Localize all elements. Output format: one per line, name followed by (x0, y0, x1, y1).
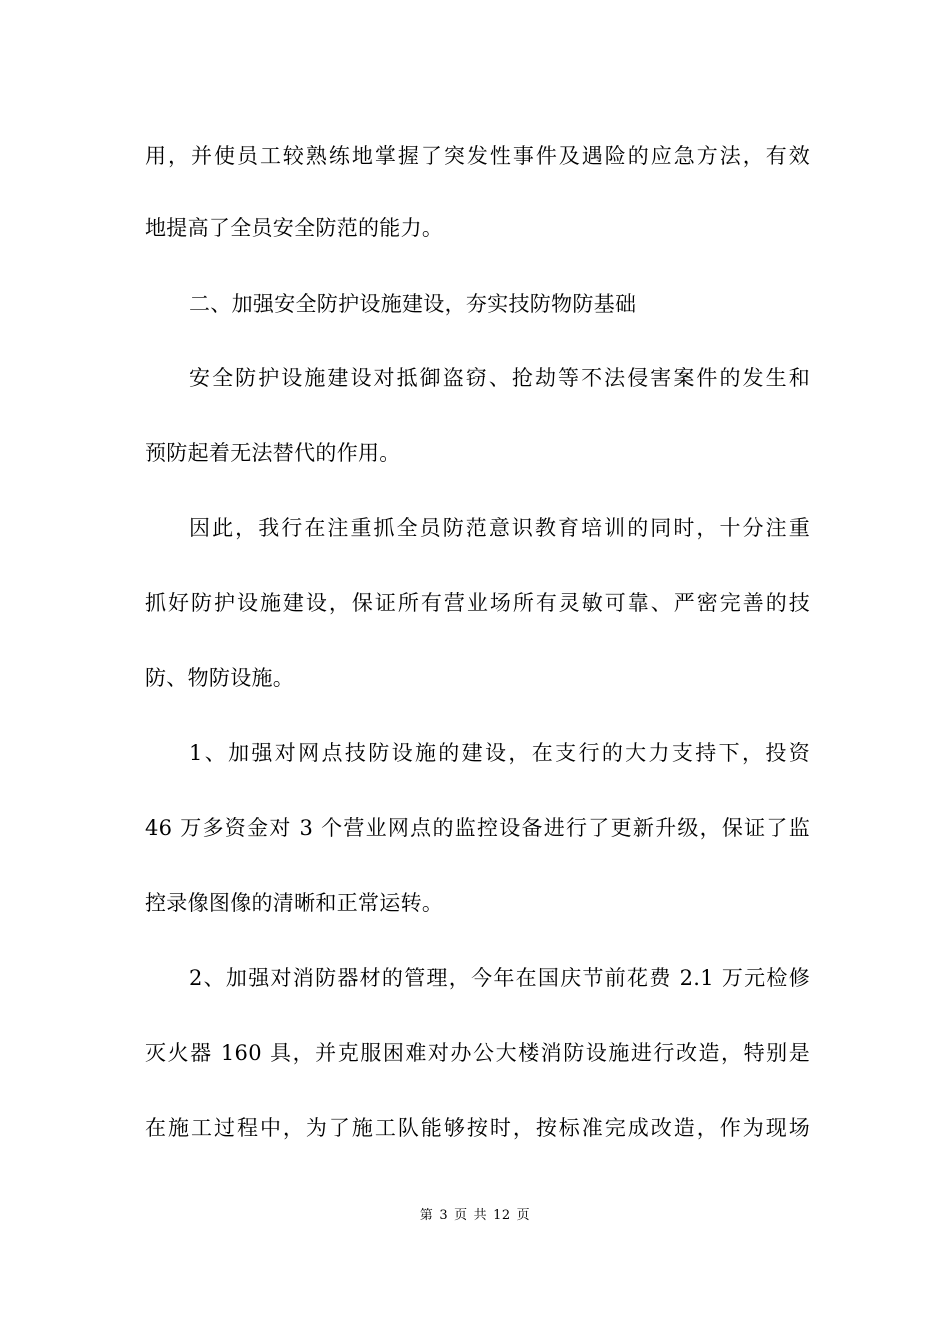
footer-total-word: 共 (473, 1208, 488, 1223)
paragraph-line: 46 万多资金对 3 个营业网点的监控设备进行了更新升级，保证了监 (145, 816, 810, 840)
paragraph-line: 抓好防护设施建设，保证所有营业场所有灵敏可靠、严密完善的技 (145, 591, 810, 615)
footer-prefix: 第 (419, 1208, 434, 1223)
paragraph-line: 预防起着无法替代的作用。 (145, 441, 401, 465)
paragraph-line: 控录像图像的清晰和正常运转。 (145, 891, 444, 915)
paragraph-line: 因此，我行在注重抓全员防范意识教育培训的同时，十分注重 (189, 516, 810, 540)
paragraph-line: 在施工过程中，为了施工队能够按时，按标准完成改造，作为现场 (145, 1116, 810, 1140)
paragraph-line: 1、加强对网点技防设施的建设，在支行的大力支持下，投资 (189, 741, 810, 765)
footer-suffix: 页 (516, 1208, 531, 1223)
paragraph-line: 用，并使员工较熟练地掌握了突发性事件及遇险的应急方法，有效 (145, 144, 810, 168)
paragraph-line: 地提高了全员安全防范的能力。 (145, 216, 444, 240)
paragraph-line: 2、加强对消防器材的管理，今年在国庆节前花费 2.1 万元检修 (189, 966, 810, 990)
footer-total-pages: 12 (493, 1208, 511, 1223)
footer-current-page: 3 (439, 1208, 449, 1223)
footer-page-word: 页 (454, 1208, 468, 1223)
paragraph-line: 灭火器 160 具，并克服困难对办公大楼消防设施进行改造，特别是 (145, 1041, 810, 1065)
section-heading: 二、加强安全防护设施建设，夯实技防物防基础 (189, 292, 637, 316)
paragraph-line: 防、物防设施。 (145, 666, 295, 690)
paragraph-line: 安全防护设施建设对抵御盗窃、抢劫等不法侵害案件的发生和 (189, 366, 810, 390)
page-footer (0, 1207, 950, 1225)
